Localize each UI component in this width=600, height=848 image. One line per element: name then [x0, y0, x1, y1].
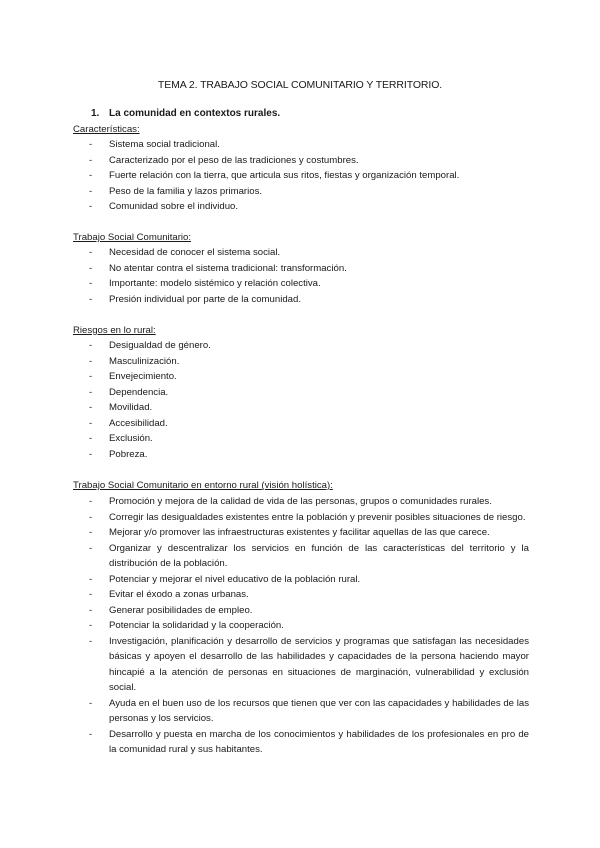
list-item: - No atentar contra el sistema tradicional: transformación. — [89, 261, 529, 277]
bullet-dash: - — [89, 154, 93, 166]
bullet-dash: - — [89, 170, 93, 181]
list-item: - Organizar y descentralizar los servicios en función de las características del territorio y la distribución de la población. — [89, 542, 529, 569]
list-item: - Generar posibilidades de empleo. — [89, 603, 529, 619]
list-item: - Corregir las desigualdades existentes entre la población y prevenir posibles situaciones de riesgo. — [89, 510, 529, 526]
bullet-dash: - — [89, 340, 93, 351]
list-item: - Fuerte relación con la tierra, que articula sus ritos, fiestas y organización temporal. — [89, 168, 529, 184]
list-item: - Masculinización. — [89, 354, 529, 370]
list-item: - Investigación, planificación y desarrollo de servicios y programas que satisfagan las necesidades básicas y apoyen el desarrollo de las habilidades y capacidades de la persona haciendo mayor hincapié a la atención de personas en situaciones de marginación, vulnerabilidad y exclusión social. — [89, 635, 529, 693]
list-item: - Potenciar y mejorar el nivel educativo de la población rural. — [89, 572, 529, 588]
bullet-dash: - — [89, 496, 93, 507]
list-item: - Dependencia. — [89, 385, 529, 401]
bullet-dash: - — [89, 728, 93, 740]
list-caracteristicas — [89, 137, 529, 215]
bullet-dash: - — [89, 511, 93, 523]
bullet-dash: - — [89, 635, 93, 647]
list-item: - Comunidad sobre el individuo. — [89, 199, 529, 215]
bullet-dash: - — [89, 371, 93, 382]
list-item: - Movilidad. — [89, 400, 529, 416]
bullet-dash: - — [89, 139, 93, 150]
list-trabajo-social — [89, 245, 529, 307]
bullet-dash: - — [89, 448, 93, 460]
bullet-dash: - — [89, 542, 93, 554]
bullet-dash: - — [89, 573, 93, 585]
bullet-dash: - — [89, 386, 93, 398]
bullet-dash: - — [89, 417, 93, 429]
bullet-dash: - — [89, 185, 93, 197]
list-item: - Sistema social tradicional. — [89, 137, 529, 153]
bullet-dash: - — [89, 402, 93, 413]
list-item: - Evitar el éxodo a zonas urbanas. — [89, 587, 529, 603]
list-item: - Potenciar la solidaridad y la cooperación. — [89, 618, 529, 634]
subheading-entorno-rural: Trabajo Social Comunitario en entorno rural (visión holística): — [73, 480, 333, 491]
list-item: - Caracterizado por el peso de las tradiciones y costumbres. — [89, 153, 529, 169]
section-number: 1. — [91, 108, 100, 119]
list-item: - Envejecimiento. — [89, 369, 529, 385]
list-item: - Promoción y mejora de la calidad de vida de las personas, grupos o comunidades rurales. — [89, 494, 529, 510]
bullet-dash: - — [89, 589, 93, 600]
subheading-riesgos: Riesgos en lo rural: — [73, 325, 156, 336]
bullet-dash: - — [89, 293, 93, 305]
bullet-dash: - — [89, 433, 93, 444]
bullet-dash: - — [89, 620, 93, 631]
subheading-trabajo-social: Trabajo Social Comunitario: — [73, 232, 192, 243]
list-item: - Desarrollo y puesta en marcha de los conocimientos y habilidades de los profesionales en pro de la comunidad rural y sus habitantes. — [89, 728, 529, 755]
section-heading — [91, 108, 280, 119]
list-item: - Necesidad de conocer el sistema social. — [89, 245, 529, 261]
list-item: - Desigualdad de género. — [89, 338, 529, 354]
bullet-dash: - — [89, 247, 93, 258]
bullet-dash: - — [89, 278, 93, 289]
bullet-dash: - — [89, 697, 93, 709]
bullet-dash: - — [89, 262, 93, 274]
list-item: - Ayuda en el buen uso de los recursos que tienen que ver con las capacidades y habilidades de las personas y los servicios. — [89, 697, 529, 724]
section-label: La comunidad en contextos rurales. — [109, 108, 281, 119]
list-item: - Peso de la familia y lazos primarios. — [89, 184, 529, 200]
list-item: - Mejorar y/o promover las infraestructuras existentes y facilitar aquellas de las que carece. — [89, 525, 529, 541]
list-item: - Presión individual por parte de la comunidad. — [89, 292, 529, 308]
list-item: - Exclusión. — [89, 431, 529, 447]
list-riesgos — [89, 338, 529, 462]
bullet-dash: - — [89, 604, 93, 616]
list-item: - Importante: modelo sistémico y relación colectiva. — [89, 276, 529, 292]
bullet-dash: - — [89, 201, 93, 212]
subheading-caracteristicas: Características: — [73, 124, 140, 135]
list-item: - Accesibilidad. — [89, 416, 529, 432]
bullet-dash: - — [89, 355, 93, 367]
list-item: - Pobreza. — [89, 447, 529, 463]
list-entorno-rural — [89, 494, 529, 758]
page-title: TEMA 2. TRABAJO SOCIAL COMUNITARIO Y TERRITORIO. — [157, 79, 443, 91]
bullet-dash: - — [89, 527, 93, 538]
